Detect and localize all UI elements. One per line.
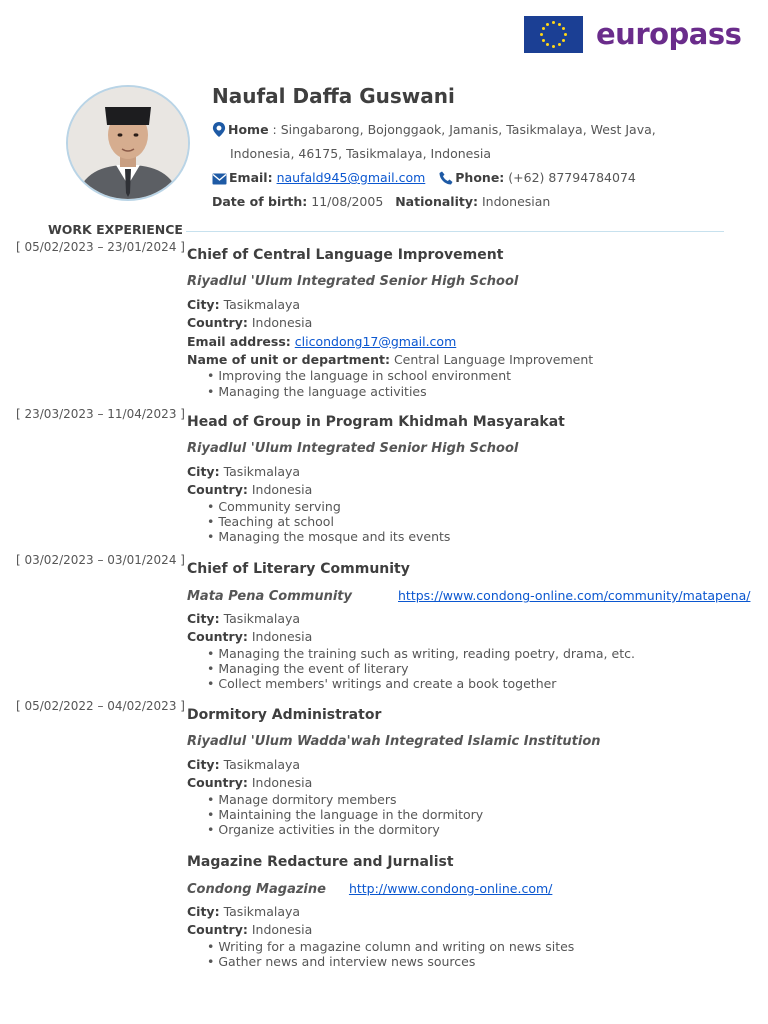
city-value: Tasikmalaya (223, 297, 301, 312)
flag-star (542, 27, 545, 30)
job-duties (207, 499, 727, 545)
country-label: Country: (187, 922, 248, 938)
list-item: • Managing the training such as writing, reading poetry, drama, etc. (207, 646, 727, 661)
flag-star (552, 21, 555, 24)
city-label: City: (187, 757, 220, 772)
job-country (187, 921, 727, 939)
job-date: [ 23/03/2023 – 11/04/2023 ] (16, 407, 185, 421)
job-country (187, 314, 727, 332)
list-item: • Organize activities in the dormitory (207, 822, 727, 837)
list-item: • Gather news and interview news sources (207, 954, 727, 969)
job-city (187, 756, 727, 774)
contact-row (212, 166, 724, 190)
unit-label: Name of unit or department: (187, 351, 390, 367)
job-date: [ 05/02/2022 – 04/02/2023 ] (16, 699, 185, 713)
job-duties (207, 939, 727, 970)
profile-photo (66, 85, 190, 201)
flag-star (542, 39, 545, 42)
section-title-work-experience: WORK EXPERIENCE (48, 222, 183, 237)
flag-star (558, 43, 561, 46)
job-title: Magazine Redacture and Jurnalist (187, 854, 454, 870)
job-organization: Condong Magazine (187, 882, 326, 897)
country-value: Indonesia (251, 775, 313, 791)
job-organization: Mata Pena Community (187, 589, 352, 604)
email-label: Email: (229, 170, 273, 185)
organization-website-link[interactable]: http://www.condong-online.com/ (348, 881, 553, 896)
job-city (187, 610, 727, 628)
job-unit (187, 351, 727, 369)
home-address (212, 118, 724, 166)
section-divider (186, 231, 724, 232)
job-entry (187, 560, 751, 692)
job-organization: Riyadlul 'Ulum Integrated Senior High School (187, 441, 519, 456)
city-label: City: (187, 464, 220, 479)
list-item: • Maintaining the language in the dormitory (207, 807, 727, 822)
country-label: Country: (187, 775, 248, 791)
job-country (187, 628, 727, 646)
email-link[interactable]: naufald945@gmail.com (276, 170, 426, 185)
person-portrait-icon (68, 87, 188, 199)
eu-flag-icon (524, 16, 583, 53)
dob-value: 11/08/2005 (311, 194, 384, 209)
flag-star (552, 45, 555, 48)
city-value: Tasikmalaya (223, 611, 301, 626)
country-label: Country: (187, 315, 248, 331)
job-organization-row (187, 587, 751, 610)
person-name: Naufal Daffa Guswani (212, 84, 455, 108)
flag-star (540, 33, 543, 36)
job-entry (187, 246, 727, 399)
job-entry (187, 706, 727, 838)
job-title: Head of Group in Program Khidmah Masyarakat (187, 414, 565, 430)
country-value: Indonesia (251, 482, 313, 498)
list-item: • Writing for a magazine column and writing on news sites (207, 939, 727, 954)
flag-star (564, 33, 567, 36)
list-item: • Managing the language activities (207, 384, 727, 399)
city-label: City: (187, 297, 220, 312)
job-title: Chief of Literary Community (187, 561, 410, 577)
email-address-label: Email address: (187, 333, 291, 349)
flag-star (546, 43, 549, 46)
job-city (187, 903, 727, 921)
logo-text: europass (596, 17, 742, 51)
location-pin-icon (212, 122, 226, 137)
job-city (187, 463, 727, 481)
list-item: • Teaching at school (207, 514, 727, 529)
home-value: : Singabarong, Bojonggaok, Jamanis, Tasikmalaya, West Java, Indonesia, 46175, Tasikmalaya, Indonesia (230, 122, 656, 161)
list-item: • Community serving (207, 499, 727, 514)
country-value: Indonesia (251, 922, 313, 938)
dob-label: Date of birth: (212, 194, 308, 209)
job-duties (207, 368, 727, 399)
job-organization: Riyadlul 'Ulum Integrated Senior High School (187, 274, 519, 289)
country-value: Indonesia (251, 315, 313, 331)
job-email (187, 333, 727, 351)
flag-star (562, 39, 565, 42)
nationality-label: Nationality: (395, 194, 478, 209)
city-value: Tasikmalaya (223, 757, 301, 772)
job-country (187, 481, 727, 499)
job-title: Chief of Central Language Improvement (187, 247, 504, 263)
country-label: Country: (187, 629, 248, 645)
job-country (187, 774, 727, 792)
personal-info (212, 84, 724, 214)
envelope-icon (212, 173, 227, 185)
country-value: Indonesia (251, 629, 313, 645)
list-item: • Collect members' writings and create a book together (207, 676, 727, 691)
phone-value: (+62) 87794784074 (508, 170, 636, 185)
job-entry (187, 853, 727, 969)
phone-label: Phone: (455, 170, 505, 185)
job-organization-row (187, 880, 727, 903)
job-duties (207, 646, 727, 692)
list-item: • Improving the language in school environment (207, 368, 727, 383)
europass-logo (524, 16, 741, 53)
flag-star (558, 23, 561, 26)
nationality-value: Indonesian (481, 194, 551, 209)
list-item: • Managing the mosque and its events (207, 529, 727, 544)
flag-star (546, 23, 549, 26)
unit-value: Central Language Improvement (393, 351, 594, 367)
job-city (187, 296, 727, 314)
organization-website-link[interactable]: https://www.condong-online.com/community/matapena/ (398, 588, 751, 603)
city-label: City: (187, 611, 220, 626)
country-label: Country: (187, 482, 248, 498)
job-entry (187, 413, 727, 545)
phone-icon (439, 171, 453, 185)
birth-nationality-row (212, 190, 724, 214)
job-email-link[interactable]: clicondong17@gmail.com (294, 333, 457, 349)
list-item: • Manage dormitory members (207, 792, 727, 807)
list-item: • Managing the event of literary (207, 661, 727, 676)
city-label: City: (187, 904, 220, 919)
job-duties (207, 792, 727, 838)
job-date: [ 05/02/2023 – 23/01/2024 ] (16, 240, 185, 254)
home-label: Home (228, 122, 269, 137)
job-organization: Riyadlul 'Ulum Wadda'wah Integrated Islamic Institution (187, 734, 601, 749)
job-date: [ 03/02/2023 – 03/01/2024 ] (16, 553, 185, 567)
city-value: Tasikmalaya (223, 904, 301, 919)
flag-star (562, 27, 565, 30)
job-title: Dormitory Administrator (187, 707, 382, 723)
city-value: Tasikmalaya (223, 464, 301, 479)
